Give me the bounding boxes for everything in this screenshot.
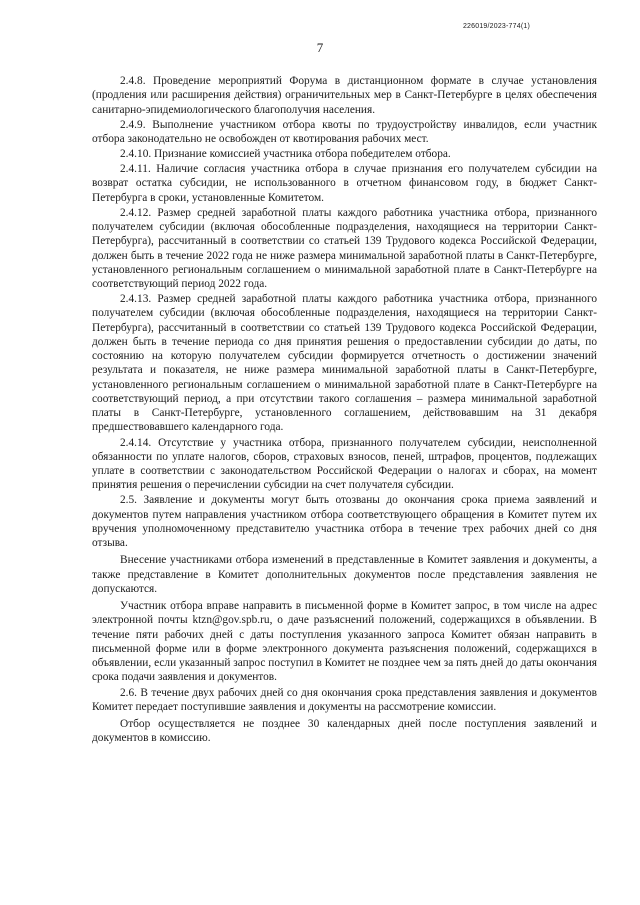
paragraph-2-4-14: 2.4.14. Отсутствие у участника отбора, признанного получателем субсидии, неисполненной обязанности по уплате налогов, сборов, страховых взносов, пеней, штрафов, процентов, подлежащих уплате в соответствии с законодательством Российской Федерации о налогах и сборах, на момент принятия решения о перечислении субсидии на счет получателя субсидии.: [92, 436, 597, 492]
paragraph-2-4-11: 2.4.11. Наличие согласия участника отбора в случае признания его получателем субсидии на возврат остатка субсидии, не использованного в отчетном финансовом году, в бюджет Санкт-Петербурга в сроки, установленные Комитетом.: [92, 163, 597, 204]
paragraph-2-6: 2.6. В течение двух рабочих дней со дня окончания срока представления заявления и документов Комитет передает поступившие заявления и документы на рассмотрение комиссии.: [92, 686, 597, 713]
paragraph-2-5: 2.5. Заявление и документы могут быть отозваны до окончания срока приема заявлений и документов путем направления участником отбора соответствующего обращения в Комитет путем их вручения уполномоченному представителю участника отбора в течение трех рабочих дней со дня отзыва.: [92, 494, 597, 550]
paragraph-changes: Внесение участниками отбора изменений в представленные в Комитет заявления и документы, а также представление в Комитет дополнительных документов после представления заявления не допускаются.: [92, 554, 597, 595]
paragraph-2-4-13: 2.4.13. Размер средней заработной платы каждого работника участника отбора, признанного получателем субсидии (включая обособленные подразделения, находящиеся на территории Санкт-Петербурга), рассчитанный в соответствии со статьей 139 Трудового кодекса Российской Федерации, должен быть в течение периода со дня принятия решения о предоставлении субсидии до даты, по состоянию на которую получателем субсидии формируется отчетность о достижении значений результата и показателя, не ниже размера минимальной заработной платы в Санкт-Петербурге, установленного региональным соглашением о минимальной заработной плате в Санкт-Петербурге на соответствующий период, а при отсутствии такого соглашения – размера минимальной заработной платы в Санкт-Петербурге, установленного соглашением, действовавшим на 31 декабря предшествовавшего календарного года.: [92, 293, 597, 434]
paragraph-request: Участник отбора вправе направить в письменной форме в Комитет запрос, в том числе на адрес электронной почты ktzn@gov.spb.ru, о даче разъяснений положений, содержащихся в объявлении. В течение пяти рабочих дней с даты поступления указанного запроса Комитет обязан направить в письменной форме или в форме электронного документа разъяснения положений, содержащихся в объявлении, если указанный запрос поступил в Комитет не позднее чем за пять дней до даты окончания срока подачи заявления и документов.: [92, 600, 597, 684]
paragraph-2-4-8: 2.4.8. Проведение мероприятий Форума в дистанционном формате в случае установления (продления или расширения действия) ограничительных мер в Санкт-Петербурге в целях обеспечения санитарно-эпидемиологического благополучия населения.: [92, 75, 597, 116]
page-number: 7: [316, 40, 324, 55]
document-body: [92, 74, 597, 747]
document-code: 226019/2023-774(1): [462, 23, 530, 30]
paragraph-2-4-12: 2.4.12. Размер средней заработной платы каждого работника участника отбора, признанного получателем субсидии (включая обособленные подразделения, находящиеся на территории Санкт-Петербурга), рассчитанный в соответствии со статьей 139 Трудового кодекса Российской Федерации, должен быть в течение 2022 года не ниже размера минимальной заработной платы в Санкт-Петербурге, установленного региональным соглашением о минимальной заработной плате в Санкт-Петербурге на соответствующий период 2022 года.: [92, 206, 597, 291]
paragraph-selection-deadline: Отбор осуществляется не позднее 30 календарных дней после поступления заявлений и документов в комиссию.: [92, 718, 597, 745]
paragraph-2-4-9: 2.4.9. Выполнение участником отбора квоты по трудоустройству инвалидов, если участник отбора законодательно не освобожден от квотирования рабочих мест.: [92, 118, 597, 145]
paragraph-2-4-10: 2.4.10. Признание комиссией участника отбора победителем отбора.: [120, 148, 451, 161]
